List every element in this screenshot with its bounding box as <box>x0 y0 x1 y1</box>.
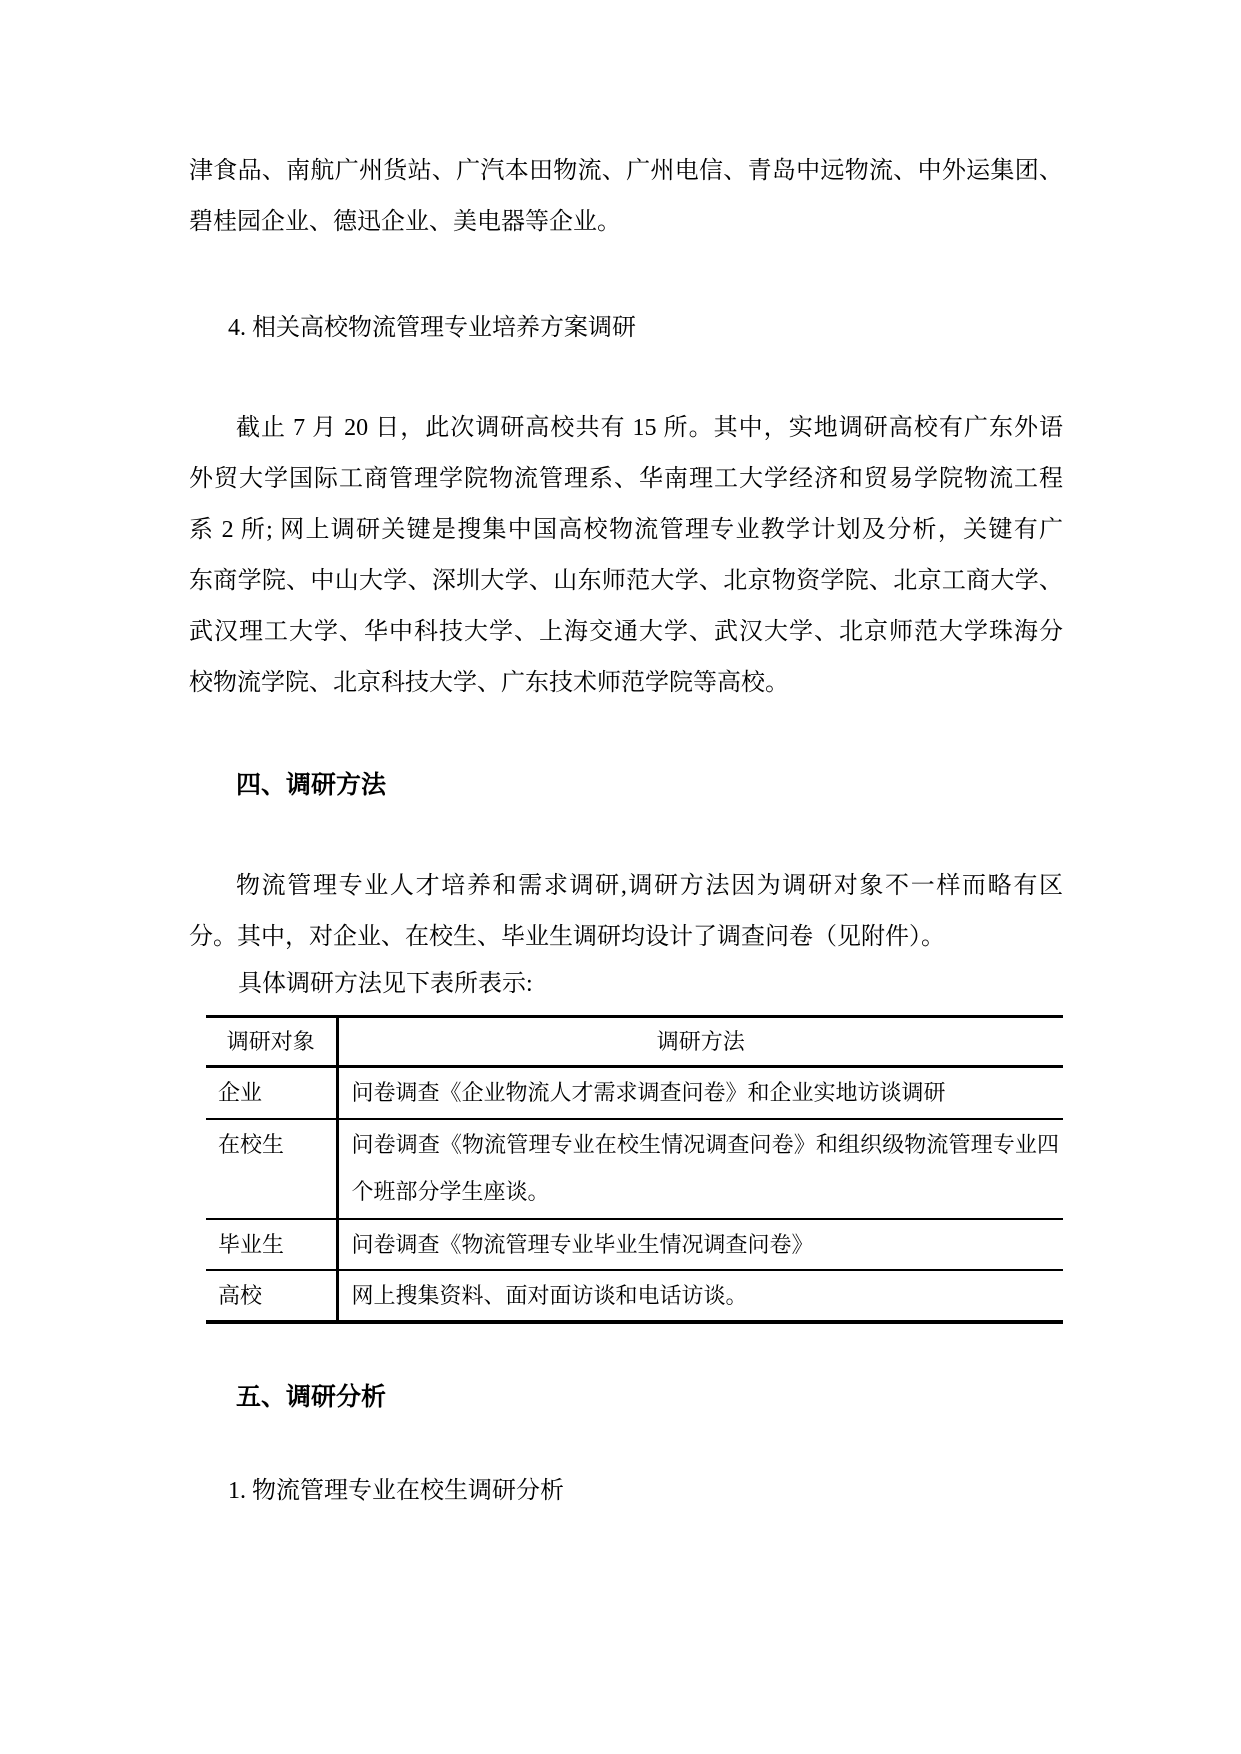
cell-method: 问卷调查《物流管理专业在校生情况调查问卷》和组织级物流管理专业四个班部分学生座谈。 <box>337 1119 1063 1219</box>
cell-subject: 企业 <box>218 1080 263 1105</box>
cell-subject: 高校 <box>218 1282 263 1308</box>
paragraph-table-intro: 具体调研方法见下表所表示: <box>238 971 533 997</box>
table-header-row <box>206 1017 1063 1067</box>
table-row <box>206 1119 1063 1219</box>
text-line: 东商学院、中山大学、深圳大学、山东师范大学、北京物资学院、北京工商大学、 <box>189 568 1063 594</box>
heading-chapter-analysis: 五、调研分析 <box>236 1383 387 1411</box>
text-line: 武汉理工大学、华中科技大学、上海交通大学、武汉大学、北京师范大学珠海分 <box>189 619 1063 645</box>
cell-method: 问卷调查《物流管理专业毕业生情况调查问卷》 <box>337 1219 1063 1270</box>
text-line: 截止 7 月 20 日，此次调研高校共有 15 所。其中，实地调研高校有广东外语 <box>236 415 1063 441</box>
table-row <box>206 1219 1063 1270</box>
text-line: 津食品、南航广州货站、广汽本田物流、广州电信、青岛中远物流、中外运集团、 <box>189 158 1063 184</box>
text-line: 校物流学院、北京科技大学、广东技术师范学院等高校。 <box>189 670 789 696</box>
cell-method: 问卷调查《企业物流人才需求调查问卷》和企业实地访谈调研 <box>337 1067 1063 1119</box>
table-header-method: 调研方法 <box>337 1017 1063 1067</box>
paragraph-universities <box>189 403 1063 709</box>
text-line: 系 2 所; 网上调研关键是搜集中国高校物流管理专业教学计划及分析，关键有广 <box>189 517 1063 543</box>
table-row <box>206 1067 1063 1119</box>
text-line: 物流管理专业人才培养和需求调研,调研方法因为调研对象不一样而略有区 <box>236 873 1063 899</box>
paragraph-companies <box>189 146 1063 248</box>
heading-chapter-method: 四、调研方法 <box>236 771 387 799</box>
heading-section-4: 4. 相关高校物流管理专业培养方案调研 <box>228 315 636 341</box>
text-line: 外贸大学国际工商管理学院物流管理系、华南理工大学经济和贸易学院物流工程 <box>189 466 1063 492</box>
research-method-table <box>206 1015 1063 1324</box>
table-row <box>206 1270 1063 1322</box>
cell-method: 网上搜集资料、面对面访谈和电话访谈。 <box>337 1270 1063 1322</box>
table-header-subject: 调研对象 <box>226 1028 315 1054</box>
heading-subsection-1: 1. 物流管理专业在校生调研分析 <box>228 1478 564 1504</box>
cell-subject: 毕业生 <box>218 1231 285 1257</box>
text-line: 碧桂园企业、德迅企业、美电器等企业。 <box>189 209 621 235</box>
cell-subject: 在校生 <box>218 1131 285 1157</box>
paragraph-method <box>189 861 1063 963</box>
text-line: 分。其中，对企业、在校生、毕业生调研均设计了调查问卷（见附件）。 <box>189 924 945 950</box>
